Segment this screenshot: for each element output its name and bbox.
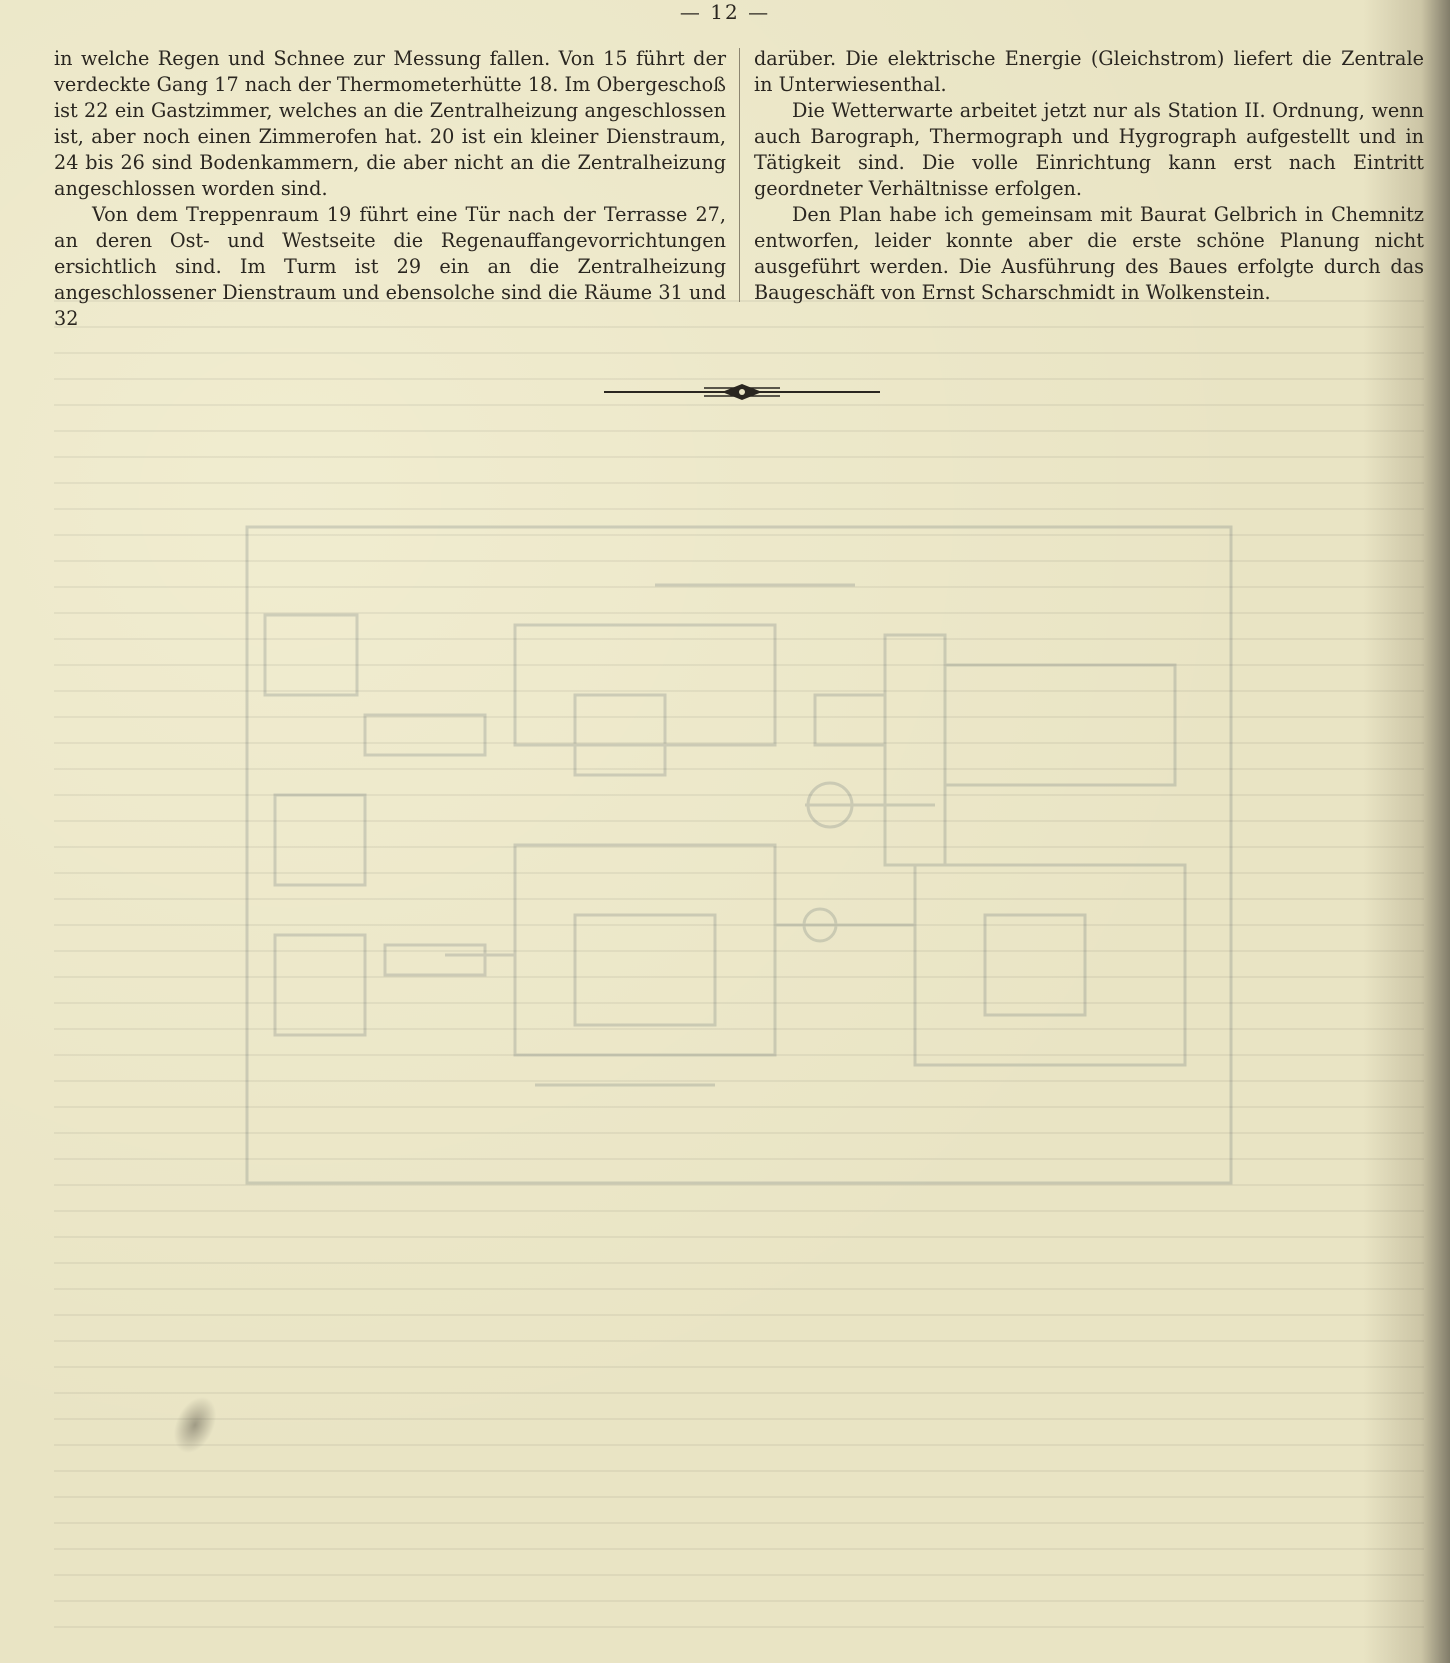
column-divider: [739, 48, 740, 302]
left-paragraph-2: Von dem Treppenraum 19 führt eine Tür nach der Terrasse 27, an deren Ost- und Westseite die Regenauffangevorrichtungen ersichtlich sind. Im Turm ist 29 ein an die Zentralheizung angeschlossener Dienstraum und ebensolche sind die Räume 31 und 32: [54, 203, 726, 330]
left-column: [54, 46, 726, 332]
right-column: [754, 46, 1424, 306]
section-end-ornament: [604, 380, 880, 404]
page-number: — 12 —: [679, 0, 771, 24]
show-through-floor-plan: [245, 525, 1233, 1185]
right-paragraph-1: darüber. Die elektrische Energie (Gleichstrom) liefert die Zentrale in Unterwiesenthal.: [754, 47, 1424, 96]
right-paragraph-3: Den Plan habe ich gemeinsam mit Baurat Gelbrich in Chemnitz entworfen, leider konnte aber die erste schöne Planung nicht ausgeführt werden. Die Ausführung des Baues erfolgte durch das Baugeschäft von Ernst Scharschmidt in Wolkenstein.: [754, 203, 1424, 304]
right-paragraph-2: Die Wetterwarte arbeitet jetzt nur als Station II. Ordnung, wenn auch Barograph, Thermograph und Hygrograph aufgestellt und in Tätigkeit sind. Die volle Einrichtung kann erst nach Eintritt geordneter Verhältnisse erfolgen.: [754, 99, 1424, 200]
left-paragraph-1: in welche Regen und Schnee zur Messung fallen. Von 15 führt der verdeckte Gang 17 nach der Thermometerhütte 18. Im Obergeschoß ist 22 ein Gastzimmer, welches an die Zentralheizung angeschlossen ist, aber noch einen Zimmerofen hat. 20 ist ein kleiner Dienstraum, 24 bis 26 sind Bodenkammern, die aber nicht an die Zentralheizung angeschlossen worden sind.: [54, 47, 726, 200]
